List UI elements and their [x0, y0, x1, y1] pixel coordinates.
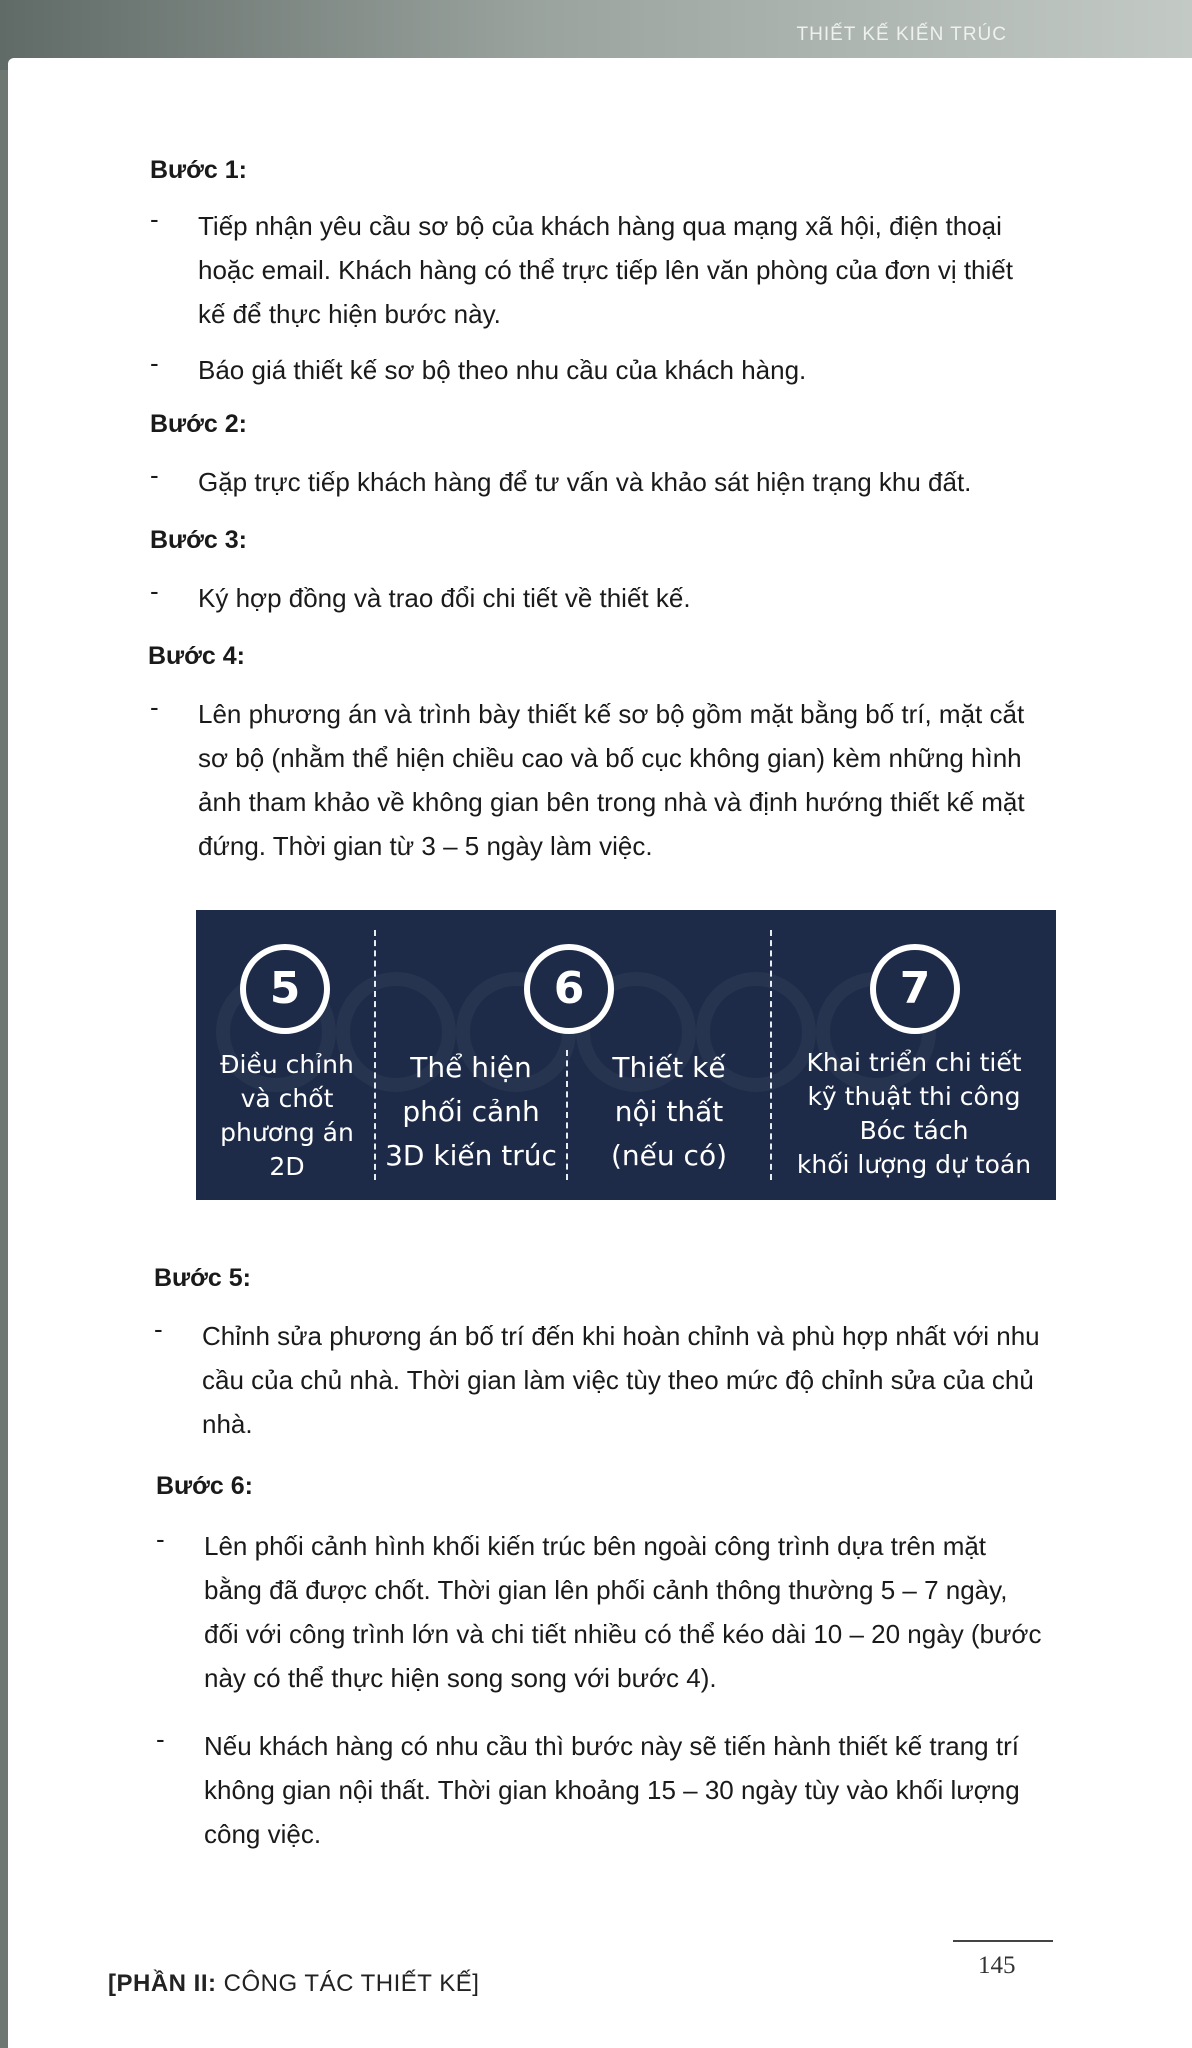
step-5-heading: Bước 5: [154, 1264, 252, 1292]
stage-line: 3D kiến trúc [385, 1139, 557, 1172]
part-title: CÔNG TÁC THIẾT KẾ] [216, 1970, 480, 1997]
stage-line: Thể hiện [410, 1051, 532, 1084]
bullet-marker: - [150, 204, 159, 234]
stage-line: và chốt [240, 1084, 334, 1113]
bullet-text: Chỉnh sửa phương án bố trí đến khi hoàn chỉnh và phù hợp nhất với nhu cầu của chủ nhà. Thời gian làm việc tùy theo mức độ chỉnh sửa của chủ nhà. [202, 1321, 1040, 1439]
dashed-divider [374, 930, 376, 1180]
stage-interior-design [572, 1046, 766, 1178]
stage-line: (nếu có) [611, 1139, 727, 1172]
step-number-badge: 6 [524, 944, 614, 1034]
process-banner [196, 910, 1056, 1200]
page-number: 145 [978, 1952, 1016, 1979]
bullet-text: Lên phương án và trình bày thiết kế sơ bộ gồm mặt bằng bố trí, mặt cắt sơ bộ (nhằm thể hiện chiều cao và bố cục không gian) kèm những hình ảnh tham khảo về không gian bên trong nhà và định hướng thiết kế mặt đứng. Thời gian từ 3 – 5 ngày làm việc. [198, 699, 1025, 861]
book-page [8, 58, 1192, 2048]
stage-line: kỹ thuật thi công [807, 1082, 1021, 1111]
stage-line: phương án [220, 1118, 354, 1147]
bullet-text: Gặp trực tiếp khách hàng để tư vấn và khảo sát hiện trạng khu đất. [198, 467, 972, 497]
stage-3d-render [378, 1046, 564, 1178]
dashed-divider [566, 1050, 568, 1180]
stage-line: phối cảnh [402, 1095, 540, 1128]
bullet-text: Ký hợp đồng và trao đổi chi tiết về thiết kế. [198, 583, 691, 613]
bullet-marker: - [150, 460, 159, 490]
part-prefix: [PHẦN II: [108, 1970, 217, 1997]
stage-line: Điều chỉnh [220, 1050, 354, 1079]
stage-line: Khai triển chi tiết [806, 1048, 1022, 1077]
bullet-text: Báo giá thiết kế sơ bộ theo nhu cầu của khách hàng. [198, 355, 807, 385]
step-2-heading: Bước 2: [150, 410, 248, 438]
bullet-marker: - [150, 348, 159, 378]
stage-technical-details [776, 1046, 1052, 1182]
step-4-heading: Bước 4: [148, 642, 246, 670]
bullet-text: Tiếp nhận yêu cầu sơ bộ của khách hàng qua mạng xã hội, điện thoại hoặc email. Khách hàng có thể trực tiếp lên văn phòng của đơn vị thiết kế để thực hiện bước này. [198, 211, 1013, 329]
stage-line: 2D [269, 1152, 305, 1181]
step-1-heading: Bước 1: [150, 156, 248, 184]
step-number-badge: 5 [240, 944, 330, 1034]
step-number-badge: 7 [870, 944, 960, 1034]
bullet-marker: - [150, 576, 159, 606]
bullet-marker: - [156, 1724, 165, 1754]
step-3-heading: Bước 3: [150, 526, 248, 554]
running-header-title: THIẾT KẾ KIẾN TRÚC [796, 24, 1007, 45]
bullet-marker: - [150, 692, 159, 722]
stage-line: nội thất [614, 1095, 724, 1128]
bullet-marker: - [156, 1524, 165, 1554]
stage-line: khối lượng dự toán [796, 1150, 1032, 1179]
dashed-divider [770, 930, 772, 1180]
part-label [108, 1970, 479, 1998]
stage-adjust-2d [206, 1048, 368, 1184]
bullet-text: Nếu khách hàng có nhu cầu thì bước này sẽ tiến hành thiết kế trang trí không gian nội thất. Thời gian khoảng 15 – 30 ngày tùy vào khối lượng công việc. [204, 1731, 1020, 1849]
stage-line: Thiết kế [612, 1051, 726, 1084]
bullet-text: Lên phối cảnh hình khối kiến trúc bên ngoài công trình dựa trên mặt bằng đã được chốt. Thời gian lên phối cảnh thông thường 5 – 7 ngày, đối với công trình lớn và chi tiết nhiều có thể kéo dài 10 – 20 ngày (bước này có thể thực hiện song song với bước 4). [204, 1531, 1042, 1693]
bullet-marker: - [154, 1314, 163, 1344]
footer-rule [953, 1940, 1053, 1942]
stage-line: Bóc tách [859, 1116, 969, 1145]
step-6-heading: Bước 6: [156, 1472, 254, 1500]
